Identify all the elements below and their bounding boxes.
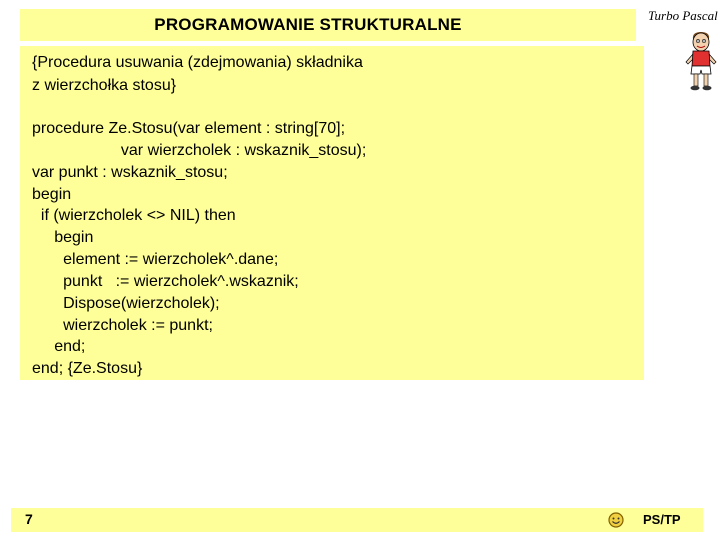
title-bar <box>20 9 636 41</box>
code-line: var punkt : wskaznik_stosu; <box>32 164 228 181</box>
code-line: element := wierzcholek^.dane; <box>32 251 279 268</box>
comment-line: {Procedura usuwania (zdejmowania) składnika <box>32 54 363 71</box>
page-number: 7 <box>25 511 33 527</box>
code-line: begin <box>32 186 72 203</box>
footer-label: PS/TP <box>643 512 681 527</box>
comment-line: z wierzchołka stosu} <box>32 77 177 94</box>
code-line: end; <box>32 338 86 355</box>
code-line: var wierzcholek : wskaznik_stosu); <box>32 142 367 159</box>
code-line: if (wierzcholek <> NIL) then <box>32 207 236 224</box>
page-title: PROGRAMOWANIE STRUKTURALNE <box>154 15 462 34</box>
code-line: end; {Ze.Stosu} <box>32 360 143 377</box>
content-panel <box>20 46 644 380</box>
code-line: procedure Ze.Stosu(var element : string[70]; <box>32 120 346 137</box>
code-line: Dispose(wierzcholek); <box>32 295 220 312</box>
smiley-icon <box>607 511 625 529</box>
footer-bar <box>11 508 703 532</box>
cartoon-figure-icon <box>682 30 720 94</box>
code-line: wierzcholek := punkt; <box>32 317 213 334</box>
brand-logo-text: Turbo Pascal <box>648 8 718 23</box>
code-line: begin <box>32 229 94 246</box>
code-line: punkt := wierzcholek^.wskaznik; <box>32 273 299 290</box>
